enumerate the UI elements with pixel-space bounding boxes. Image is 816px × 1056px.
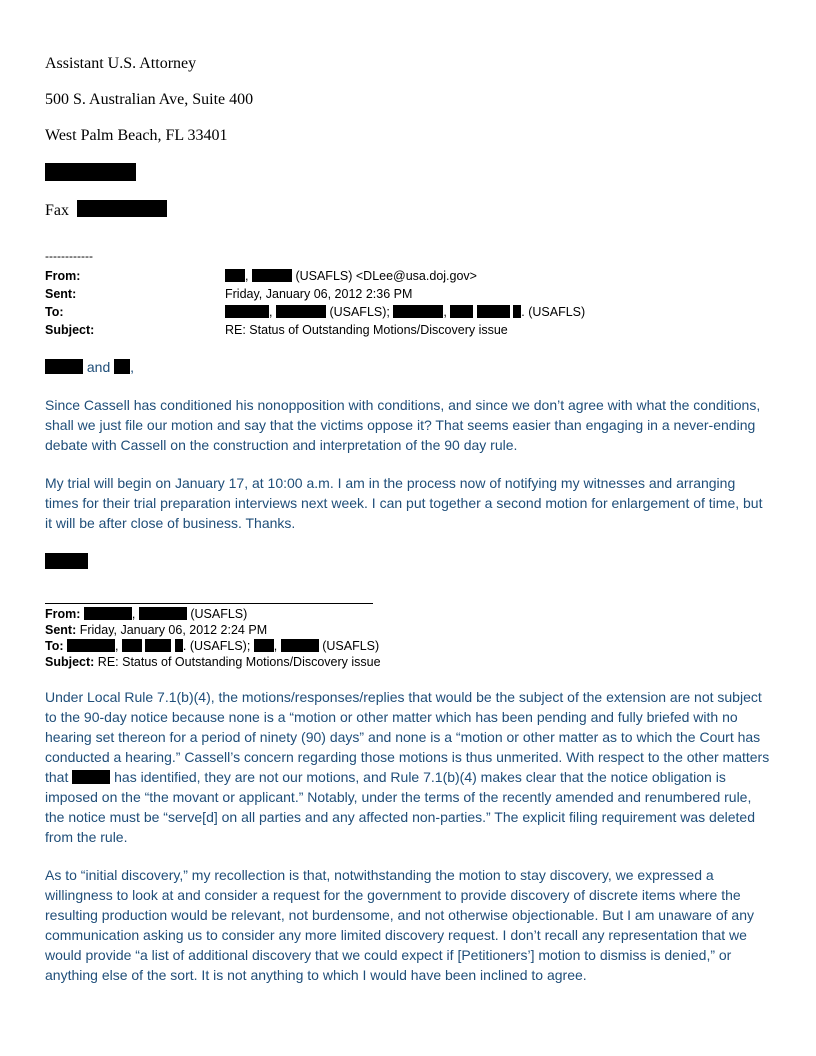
signature-address-line2: West Palm Beach, FL 33401 bbox=[45, 127, 228, 144]
redaction bbox=[276, 305, 326, 318]
signature-address-line1: 500 S. Australian Ave, Suite 400 bbox=[45, 91, 254, 108]
sent-value: Friday, January 06, 2012 2:24 PM bbox=[79, 623, 268, 637]
sent-label: Sent: bbox=[45, 287, 77, 301]
paragraph-text: Since Cassell has conditioned his nonopposition with conditions, and since we don’t agree with what the conditions, shall we just file our motion and say that the victims oppose it? That seems easier than engaging in a never-ending debate with Cassell on the construction and interpretation of the 90 day rule. bbox=[45, 397, 761, 453]
signature-title: Assistant U.S. Attorney bbox=[45, 55, 197, 72]
email2-paragraph-1 bbox=[45, 687, 770, 847]
email1-subject-row bbox=[45, 321, 775, 339]
email1-paragraph-1 bbox=[45, 395, 770, 455]
email2-to-row: To: , . (USAFLS); , (USAFLS) bbox=[45, 639, 380, 653]
redaction bbox=[114, 359, 130, 374]
email1-to-row bbox=[45, 303, 775, 321]
redaction bbox=[139, 607, 187, 620]
to-recipient-b: (USAFLS) bbox=[322, 639, 380, 653]
redaction bbox=[122, 639, 142, 652]
sent-value: Friday, January 06, 2012 2:36 PM bbox=[225, 287, 413, 301]
subject-value: RE: Status of Outstanding Motions/Discovery issue bbox=[97, 655, 381, 669]
redaction bbox=[67, 639, 115, 652]
subject-label: Subject: bbox=[45, 323, 95, 337]
email1-sent-row bbox=[45, 285, 775, 303]
paragraph-text bbox=[45, 687, 770, 847]
redaction-fax bbox=[77, 200, 167, 217]
email-divider-line bbox=[45, 603, 373, 604]
redaction bbox=[225, 305, 269, 318]
email2-from-row: From: , (USAFLS) bbox=[45, 607, 248, 621]
paragraph-part-a: Under Local Rule 7.1(b)(4), the motions/responses/replies that would be the subject of the extension are not subject to the 90-day notice because none is a “motion or other matter which has been pending and fully briefed with no hearing set thereon for a period of ninety (90) days” and none is a “motion or other matter as to which the Court has conducted a hearing.” Cassell’s concern regarding those motions is thus unmerited. With respect to the other matters that bbox=[45, 689, 770, 785]
redaction bbox=[175, 639, 183, 652]
email2-sent-row bbox=[45, 622, 775, 638]
redaction bbox=[254, 639, 274, 652]
email2-header bbox=[45, 606, 775, 670]
email-separator: ------------ bbox=[45, 249, 93, 263]
email2-subject-row bbox=[45, 654, 775, 670]
subject-label: Subject: bbox=[45, 655, 95, 669]
redaction bbox=[225, 269, 245, 282]
redaction bbox=[145, 639, 171, 652]
from-value: , (USAFLS) <DLee@usa.doj.gov> bbox=[225, 267, 477, 285]
from-label: From: bbox=[45, 269, 81, 283]
email2-paragraph-2 bbox=[45, 865, 770, 985]
to-label: To: bbox=[45, 305, 64, 319]
to-label: To: bbox=[45, 639, 64, 653]
redaction bbox=[45, 359, 83, 374]
salutation-and: and bbox=[86, 359, 111, 375]
paragraph-text: My trial will begin on January 17, at 10:00 a.m. I am in the process now of notifying my witnesses and arranging times for their trial preparation interviews next week. I can put together a second motion for enlargement of time, but it will be after close of business. Thanks. bbox=[45, 475, 763, 531]
from-label: From: bbox=[45, 607, 81, 621]
fax-label: Fax bbox=[45, 202, 69, 219]
redaction bbox=[281, 639, 319, 652]
signature-fax bbox=[45, 200, 167, 220]
to-recipient-b: . (USAFLS) bbox=[521, 305, 586, 319]
email1-paragraph-2 bbox=[45, 473, 770, 533]
sent-label: Sent: bbox=[45, 623, 77, 637]
paragraph-text: As to “initial discovery,” my recollection is that, notwithstanding the motion to stay discovery, we expressed a willingness to look at and consider a request for the government to provide discovery of discrete items where the resulting production would be relevant, not burdensome, and not otherwise objectionable. But I am unaware of any communication asking us to consider any more limited discovery request. I don’t recall any representation that we would provide “a list of additional discovery that we could expect if [Petitioners’] motion to dismiss is denied,” or anything else of the sort. It is not anything to which I would have been inclined to agree. bbox=[45, 867, 754, 983]
to-recipient-a: (USAFLS); bbox=[329, 305, 390, 319]
redaction bbox=[477, 305, 510, 318]
redaction bbox=[393, 305, 443, 318]
redaction bbox=[450, 305, 473, 318]
to-value: , (USAFLS); , . (USAFLS) bbox=[225, 303, 585, 321]
to-recipient-a: . (USAFLS); bbox=[182, 639, 251, 653]
email1-salutation: and , bbox=[45, 357, 770, 377]
redaction-phone bbox=[45, 163, 136, 181]
from-address: (USAFLS) <DLee@usa.doj.gov> bbox=[295, 269, 477, 283]
redaction bbox=[252, 269, 292, 282]
subject-value: RE: Status of Outstanding Motions/Discovery issue bbox=[225, 323, 508, 337]
email1-from-row bbox=[45, 267, 775, 285]
from-value: (USAFLS) bbox=[190, 607, 248, 621]
redaction-signature bbox=[45, 553, 88, 569]
redaction bbox=[72, 770, 110, 784]
redaction bbox=[84, 607, 132, 620]
paragraph-part-b: has identified, they are not our motions, and Rule 7.1(b)(4) makes clear that the notice obligation is imposed on the “the movant or applicant.” Notably, under the terms of the recently amended and renumbered rule, the notice must be “serve[d] on all parties and any affected non-parties.” The explicit filing requirement was deleted from the rule. bbox=[45, 769, 755, 845]
